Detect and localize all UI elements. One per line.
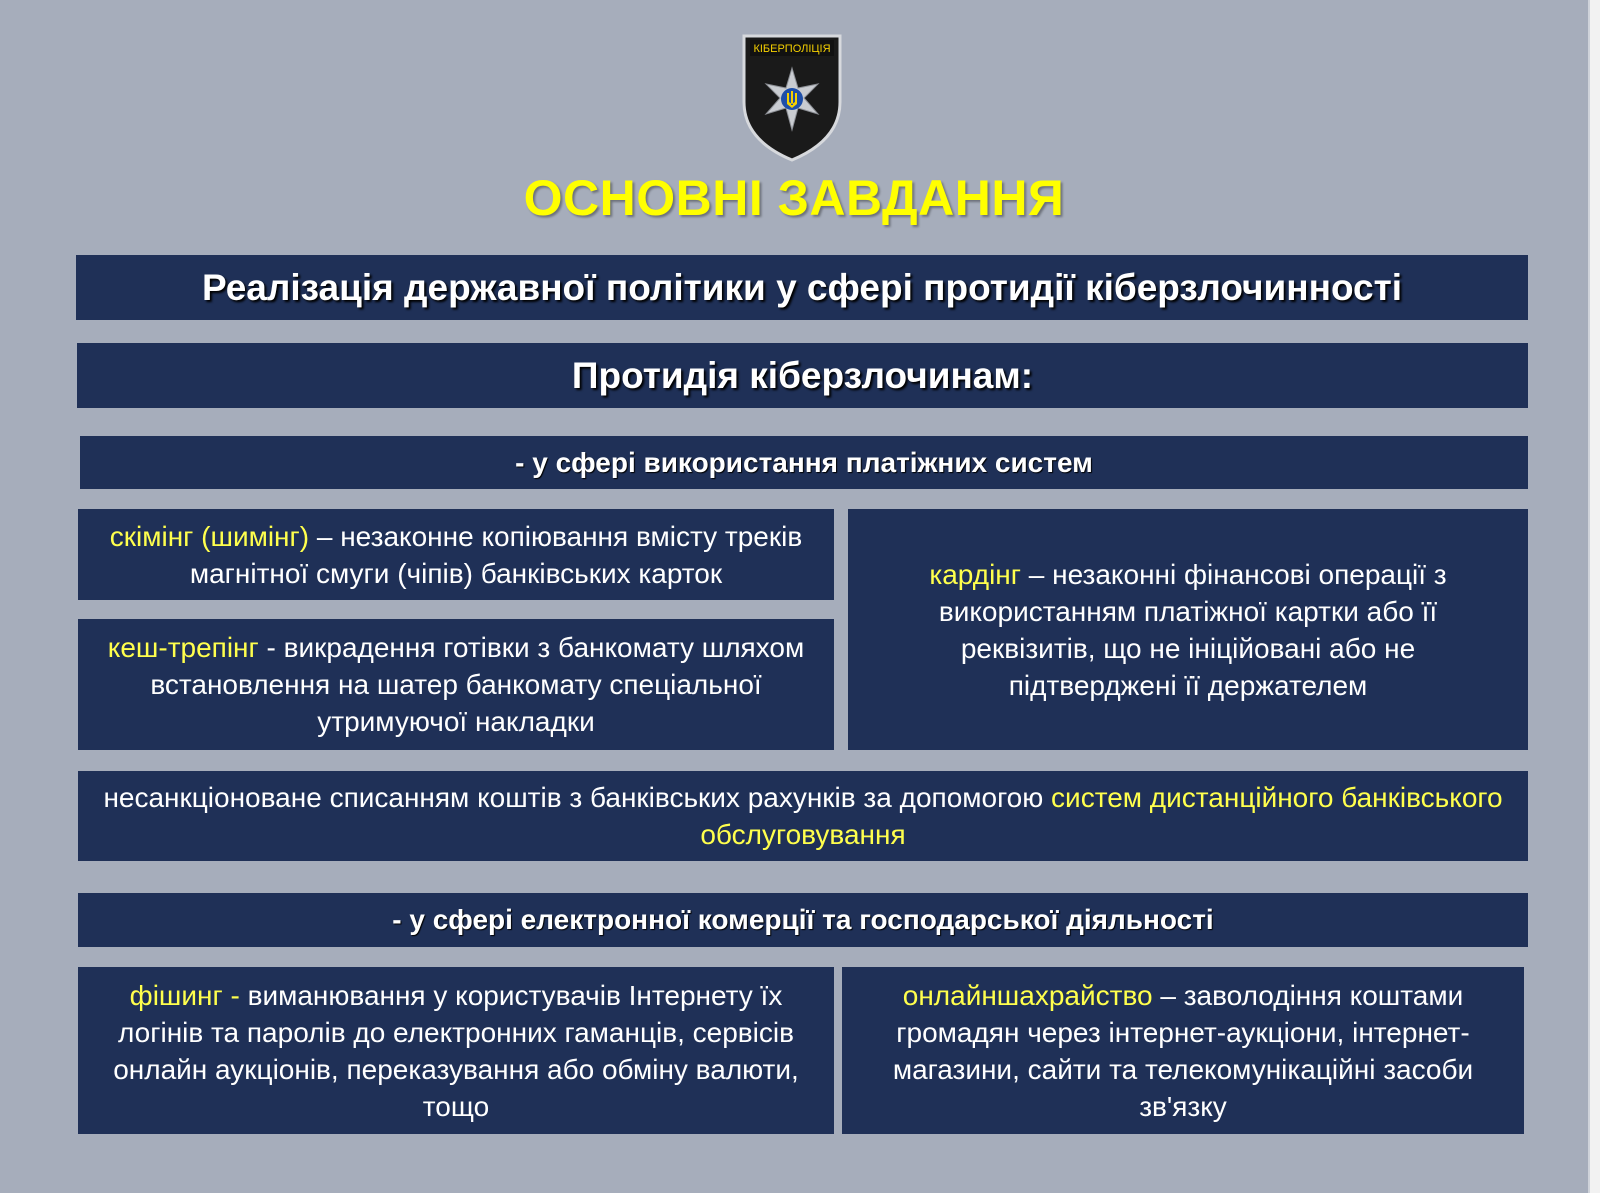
page-title: ОСНОВНІ ЗАВДАННЯ <box>523 170 1065 226</box>
online-fraud-description: – заволодіння коштами громадян через інтернет-аукціони, інтернет-магазини, сайти та телекомунікаційні засоби зв'язку <box>892 979 1474 1122</box>
skimming-text <box>98 518 814 592</box>
carding-description: – незаконні фінансові операції з використанням платіжної картки або її реквізитів, що не ініційовані або не підтверджені її держателем <box>938 558 1447 701</box>
skimming-description: – незаконне копіювання вмісту треків магнітної смуги (чіпів) банківських карток <box>189 520 803 589</box>
remote-banking-text <box>98 779 1508 853</box>
phishing-text <box>98 977 814 1125</box>
phishing-description: виманювання у користувачів Інтернету їх логінів та паролів до електронних гаманців, сервісів онлайн аукціонів, переказування або обміну валюти, тощо <box>113 979 799 1122</box>
skimming-card <box>78 509 834 600</box>
cash-trapping-description: - викрадення готівки з банкомату шляхом встановлення на шатер банкомату спеціальної утримуючої накладки <box>150 632 805 737</box>
commerce-heading-label: - у сфері електронної комерції та господарської діяльності <box>392 904 1214 935</box>
online-fraud-card <box>842 967 1524 1134</box>
cash-trapping-term: кеш-трепінг <box>107 632 259 663</box>
counter-banner <box>77 343 1528 408</box>
window-edge <box>1588 0 1600 1193</box>
skimming-term: скімінг (шимінг) <box>109 520 310 552</box>
policy-banner-label: Реалізація державної політики у сфері протидії кіберзлочинності <box>201 266 1403 308</box>
remote-banking-card <box>78 771 1528 861</box>
online-fraud-term: онлайншахрайство <box>902 979 1153 1011</box>
cyberpolice-emblem <box>738 32 846 164</box>
commerce-section-heading <box>78 893 1528 947</box>
policy-banner <box>76 255 1528 320</box>
svg-text:КІБЕРПОЛІЦІЯ: КІБЕРПОЛІЦІЯ <box>753 43 831 55</box>
carding-term: кардінг <box>929 558 1021 590</box>
cyberpolice-shield-icon <box>738 32 846 164</box>
payments-heading-label: - у сфері використання платіжних систем <box>515 446 1093 478</box>
cash-trapping-card <box>78 619 834 750</box>
cash-trapping-text <box>98 629 814 740</box>
payments-section-heading <box>80 436 1528 489</box>
online-fraud-text <box>862 977 1504 1125</box>
counter-banner-label: Протидія кіберзлочинам: <box>571 354 1034 396</box>
phishing-term: фішинг - <box>129 979 240 1011</box>
remote-banking-term: систем дистанційного банківського обслуговування <box>700 782 1503 850</box>
carding-card <box>848 509 1528 750</box>
phishing-card <box>78 967 834 1134</box>
remote-banking-description: несанкціоноване списанням коштів з банківських рахунків за допомогою <box>103 782 1052 813</box>
carding-text <box>876 556 1500 704</box>
